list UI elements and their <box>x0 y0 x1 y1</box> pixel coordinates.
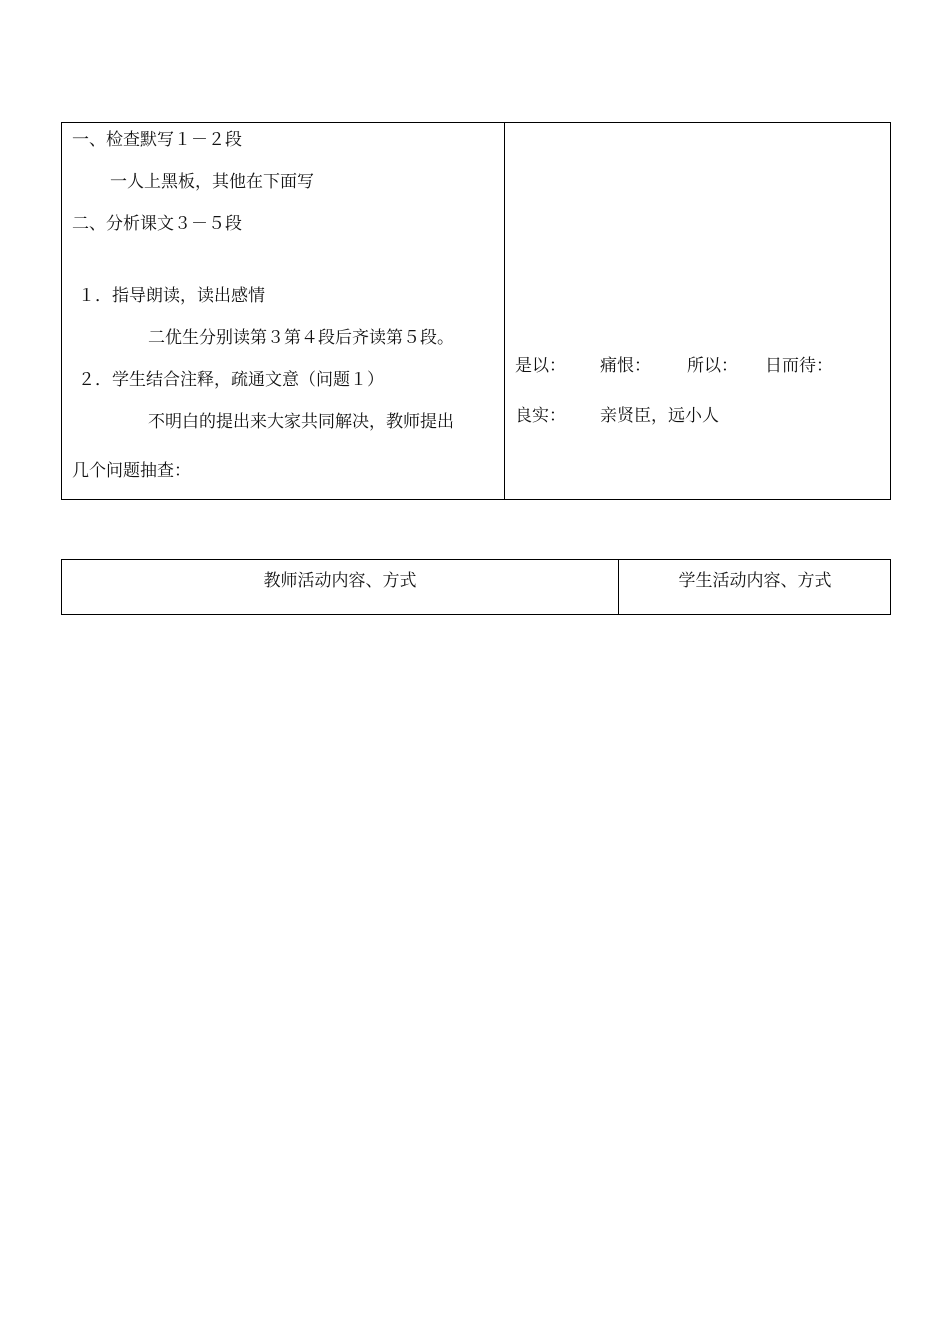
activity-header-table <box>61 559 891 615</box>
vocab-phrase: 亲贤臣，远小人 <box>600 406 719 426</box>
step-one-detail: 一人上黑板，其他在下面写 <box>110 172 314 192</box>
substep-reading: １．指导朗读，读出感情 <box>78 286 265 306</box>
reading-detail: 二优生分别读第３第４段后齐读第５段。 <box>148 328 454 348</box>
column-divider <box>504 123 505 499</box>
substep-annotation: ２．学生结合注释，疏通文意（问题１） <box>78 370 384 390</box>
step-two-heading: 二、分析课文３－５段 <box>72 214 242 234</box>
lesson-table <box>61 122 891 500</box>
vocab-term-suoyi: 所以： <box>687 356 738 376</box>
step-one-heading: 一、检查默写１－２段 <box>72 130 242 150</box>
student-activity-header: 学生活动内容、方式 <box>678 571 832 591</box>
annotation-detail-cont: 几个问题抽查： <box>72 461 191 481</box>
vocab-term-tonghen: 痛恨： <box>600 356 651 376</box>
annotation-detail: 不明白的提出来大家共同解决，教师提出 <box>148 412 454 432</box>
vocab-term-shiyi: 是以： <box>515 356 566 376</box>
teacher-activity-header: 教师活动内容、方式 <box>263 571 417 591</box>
vocab-term-liangshi: 良实： <box>515 406 566 426</box>
vocab-term-riersdai: 日而待： <box>765 356 833 376</box>
